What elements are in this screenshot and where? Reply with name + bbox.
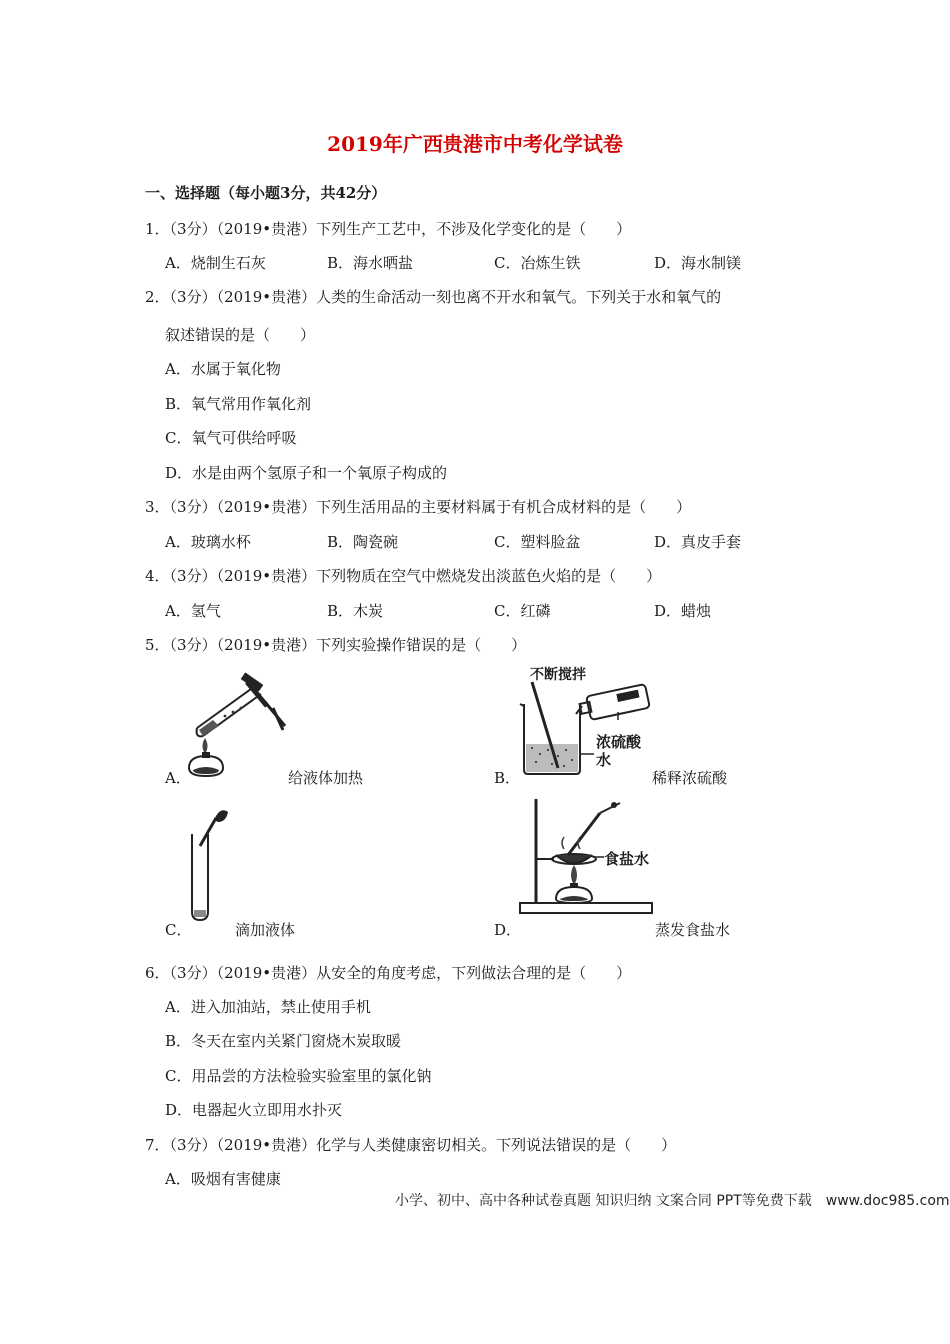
figure-b-label-water: 水 [596, 751, 612, 769]
question-5-stem: 5．（3分）（2019•贵港）下列实验操作错误的是（ ） [145, 636, 527, 654]
question-2-option-b: B．氧气常用作氧化剂 [165, 395, 312, 413]
question-6-option-c: C．用品尝的方法检验实验室里的氯化钠 [165, 1067, 432, 1085]
question-5-option-b-caption: 稀释浓硫酸 [652, 769, 728, 787]
question-3-option-d: D．真皮手套 [654, 533, 742, 551]
question-3-option-b: B．陶瓷碗 [327, 533, 399, 551]
question-1-option-b: B．海水晒盐 [327, 254, 414, 272]
question-2-option-c: C．氧气可供给呼吸 [165, 429, 297, 447]
question-4-option-d: D．蜡烛 [654, 602, 712, 620]
question-1-stem: 1．（3分）（2019•贵港）下列生产工艺中，不涉及化学变化的是（ ） [145, 220, 632, 238]
question-6-option-b: B．冬天在室内关紧门窗烧木炭取暖 [165, 1032, 402, 1050]
question-5-option-c-caption: 滴加液体 [235, 921, 296, 939]
question-4-option-a: A．氢气 [165, 602, 221, 620]
question-5-option-d-letter: D． [494, 921, 522, 939]
footer-ad-text: 小学、初中、高中各种试卷真题 知识归纳 文案合同 PPT等免费下载 www.doc985.com [395, 1193, 950, 1209]
figure-b-label-acid: 浓硫酸 [596, 733, 642, 751]
question-3-stem: 3．（3分）（2019•贵港）下列生活用品的主要材料属于有机合成材料的是（ ） [145, 498, 692, 516]
question-1-option-d: D．海水制镁 [654, 254, 742, 272]
figure-b-label-stir: 不断搅拌 [530, 667, 586, 683]
question-7-stem: 7．（3分）（2019•贵港）化学与人类健康密切相关。下列说法错误的是（ ） [145, 1136, 677, 1154]
question-5-option-d-caption: 蒸发食盐水 [655, 921, 731, 939]
section-heading: 一、选择题（每小题3分，共42分） [145, 184, 387, 202]
figure-d-label-salt-water: 食盐水 [604, 850, 650, 868]
question-6-option-d: D．电器起火立即用水扑灭 [165, 1101, 343, 1119]
question-3-option-a: A．玻璃水杯 [165, 533, 251, 551]
question-2-stem: 2．（3分）（2019•贵港）人类的生命活动一刻也离不开水和氧气。下列关于水和氧气的 [145, 288, 722, 306]
question-2-option-a: A．水属于氧化物 [165, 360, 281, 378]
question-4-option-c: C．红磷 [494, 602, 551, 620]
question-2-option-d: D．水是由两个氢原子和一个氧原子构成的 [165, 464, 448, 482]
question-5-option-c-letter: C． [165, 921, 192, 939]
question-1-option-c: C．冶炼生铁 [494, 254, 581, 272]
question-4-option-b: B．木炭 [327, 602, 384, 620]
question-5-option-a-caption: 给液体加热 [288, 769, 364, 787]
question-7-option-a: A．吸烟有害健康 [165, 1170, 281, 1188]
question-5-option-a-letter: A． [165, 769, 191, 787]
question-3-option-c: C．塑料脸盆 [494, 533, 581, 551]
page-title: 2019年广西贵港市中考化学试卷 [327, 132, 623, 156]
question-4-stem: 4．（3分）（2019•贵港）下列物质在空气中燃烧发出淡蓝色火焰的是（ ） [145, 567, 662, 585]
figure-heating-liquid [185, 668, 295, 778]
question-5-option-b-letter: B． [494, 769, 521, 787]
question-1-option-a: A．烧制生石灰 [165, 254, 266, 272]
question-6-stem: 6．（3分）（2019•贵港）从安全的角度考虑，下列做法合理的是（ ） [145, 964, 632, 982]
figure-dropping-liquid [186, 806, 236, 924]
question-6-option-a: A．进入加油站，禁止使用手机 [165, 998, 371, 1016]
question-2-stem-continued: 叙述错误的是（ ） [165, 326, 316, 344]
